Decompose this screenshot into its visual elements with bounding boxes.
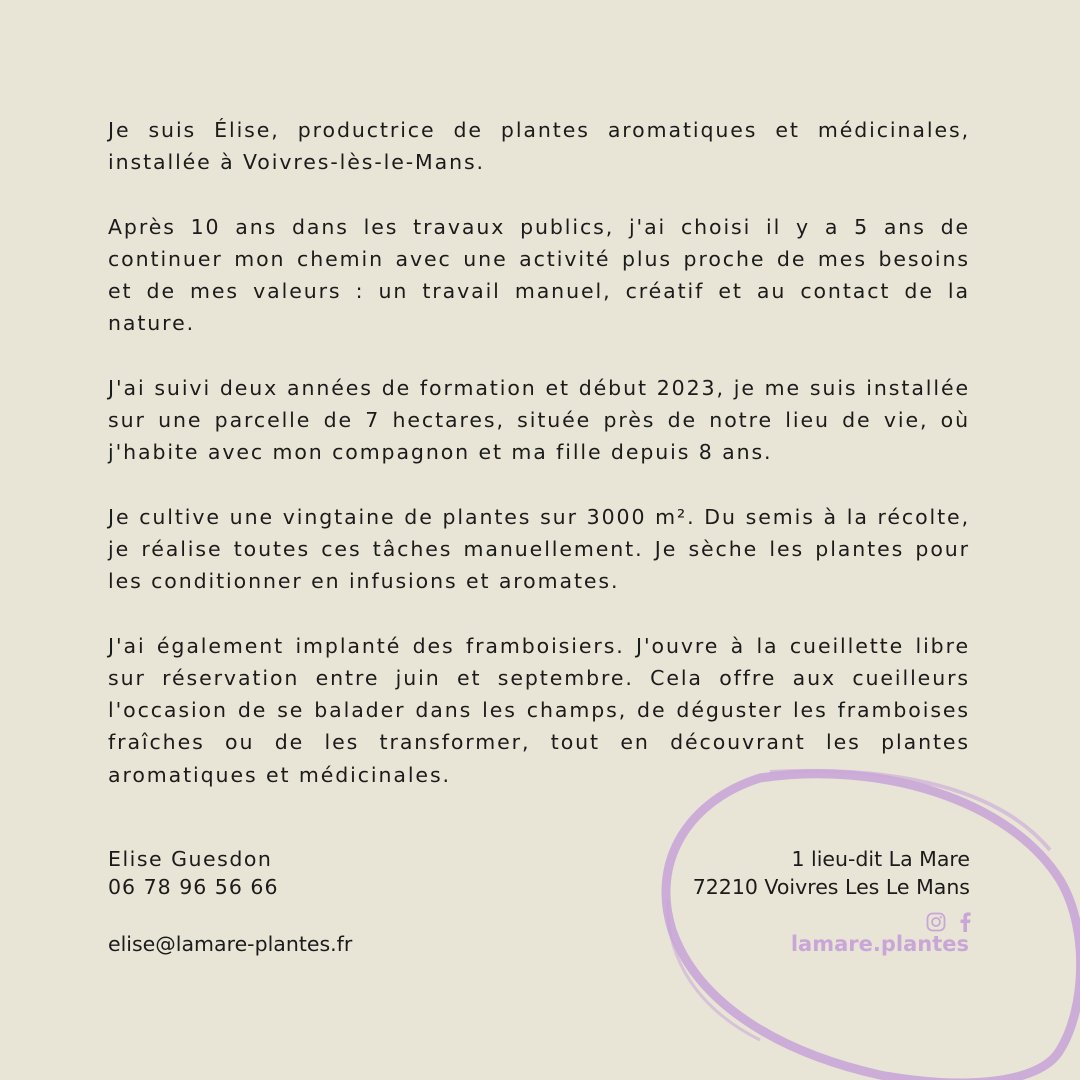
contact-phone[interactable]: 06 78 96 56 66 xyxy=(108,875,279,899)
contact-address xyxy=(693,845,970,901)
contact-name: Elise Guesdon xyxy=(108,847,273,871)
contact-email[interactable]: elise@lamare-plantes.fr xyxy=(108,932,353,956)
contact-details xyxy=(108,845,279,901)
biography xyxy=(108,114,970,823)
social-handle[interactable]: lamare.plantes xyxy=(790,932,969,956)
bio-paragraph-3: J'ai suivi deux années de formation et début 2023, je me suis installée sur une parcelle de 7 hectares, située près de notre lieu de vie, où j'habite avec mon compagnon et ma fille depuis 8 ans. xyxy=(108,375,970,465)
address-line-1: 1 lieu-dit La Mare xyxy=(791,847,970,871)
bio-paragraph-5: J'ai également implanté des framboisiers. J'ouvre à la cueillette libre sur réservation entre juin et septembre. Cela offre aux cueilleurs l'occasion de se balader dans les champs, de déguster les framboises fraîches ou de les transformer, tout en découvrant les plantes aromatiques et médicinales. xyxy=(108,633,970,787)
facebook-icon[interactable] xyxy=(958,912,972,932)
address-line-2: 72210 Voivres Les Le Mans xyxy=(692,875,970,899)
bio-paragraph-2: Après 10 ans dans les travaux publics, j'ai choisi il y a 5 ans de continuer mon chemin avec une activité plus proche de mes besoins et de mes valeurs : un travail manuel, créatif et au contact de la nature. xyxy=(108,214,970,336)
bio-paragraph-1: Je suis Élise, productrice de plantes aromatiques et médicinales, installée à Voivres-lès-le-Mans. xyxy=(108,118,970,175)
bio-paragraph-4: Je cultive une vingtaine de plantes sur 3000 m². Du semis à la récolte, je réalise toutes ces tâches manuellement. Je sèche les plantes pour les conditionner en infusions et aromates. xyxy=(108,504,970,594)
instagram-icon[interactable] xyxy=(926,912,946,932)
social-icons xyxy=(926,912,972,932)
